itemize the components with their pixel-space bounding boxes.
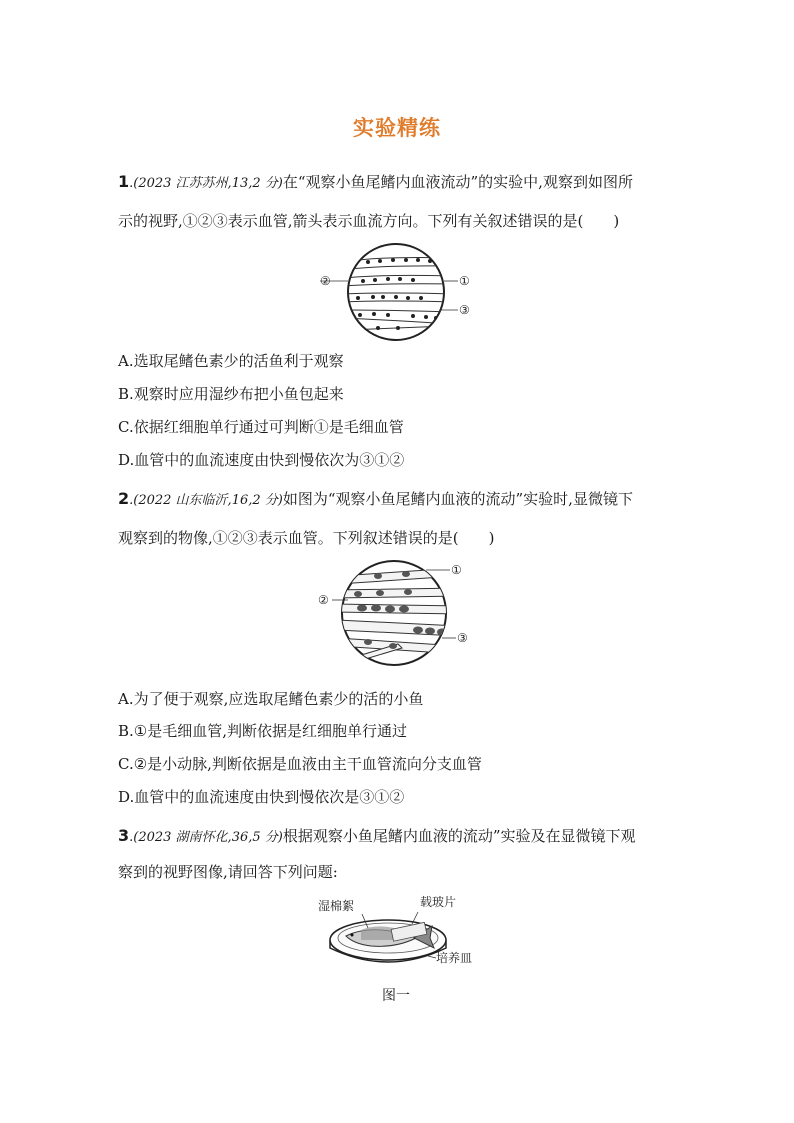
option: A.为了便于观察,应选取尾鳍色素少的活的小鱼 (118, 690, 424, 708)
question-text: 在“观察小鱼尾鳍内血液流动”的实验中,观察到如图所 (282, 173, 633, 191)
figure-label: ③ (459, 303, 470, 317)
question-number: 3 (118, 826, 130, 845)
option: A.选取尾鳍色素少的活鱼利于观察 (118, 352, 344, 370)
option: C.②是小动脉,判断依据是血液由主干血管流向分支血管 (118, 755, 482, 773)
option: C.依据红细胞单行通过可判断①是毛细血管 (118, 418, 404, 436)
figure-label: 培养皿 (436, 951, 473, 965)
figure-label: 载玻片 (420, 895, 457, 909)
question-text: 根据观察小鱼尾鳍内血液的流动”实验及在显微镜下观 (282, 827, 636, 845)
option: D.血管中的血流速度由快到慢依次是③①② (118, 788, 405, 806)
option: D.血管中的血流速度由快到慢依次为③①② (118, 451, 405, 469)
question-1-stem-line2: 示的视野,①②③表示血管,箭头表示血流方向。下列有关叙述错误的是( ) (118, 212, 620, 230)
figure-label: ② (320, 274, 331, 288)
figure-label: ③ (457, 631, 468, 645)
option: B.①是毛细血管,判断依据是红细胞单行通过 (118, 722, 408, 740)
question-source: .(2023 江苏苏州,13,2 分) (129, 176, 283, 191)
question-source: .(2023 湖南怀化,36,5 分) (129, 830, 283, 845)
question-3-stem-line1 (118, 826, 636, 848)
q3-fish-dish-figure (316, 890, 486, 970)
question-2-stem-line2: 观察到的物像,①②③表示血管。下列叙述错误的是( ) (118, 529, 495, 547)
option: B.观察时应用湿纱布把小鱼包起来 (118, 385, 344, 403)
question-number: 2 (118, 489, 130, 508)
figure-label: 湿棉絮 (318, 899, 355, 913)
q2-microscope-figure (318, 558, 478, 670)
figure-label: ② (318, 593, 329, 607)
q1-microscope-figure (318, 238, 478, 346)
question-2-stem-line1 (118, 489, 633, 511)
page-title: 实验精练 (353, 116, 441, 140)
figure-label: ① (451, 563, 462, 577)
question-number: 1 (118, 172, 130, 191)
figure-caption: 图一 (382, 988, 410, 1004)
question-1-stem-line1 (118, 172, 633, 194)
question-3-stem-line2: 察到的视野图像,请回答下列问题: (118, 863, 338, 881)
question-text: 如图为“观察小鱼尾鳍内血液的流动”实验时,显微镜下 (282, 490, 633, 508)
figure-label: ① (459, 274, 470, 288)
question-source: .(2022 山东临沂,16,2 分) (129, 493, 283, 508)
